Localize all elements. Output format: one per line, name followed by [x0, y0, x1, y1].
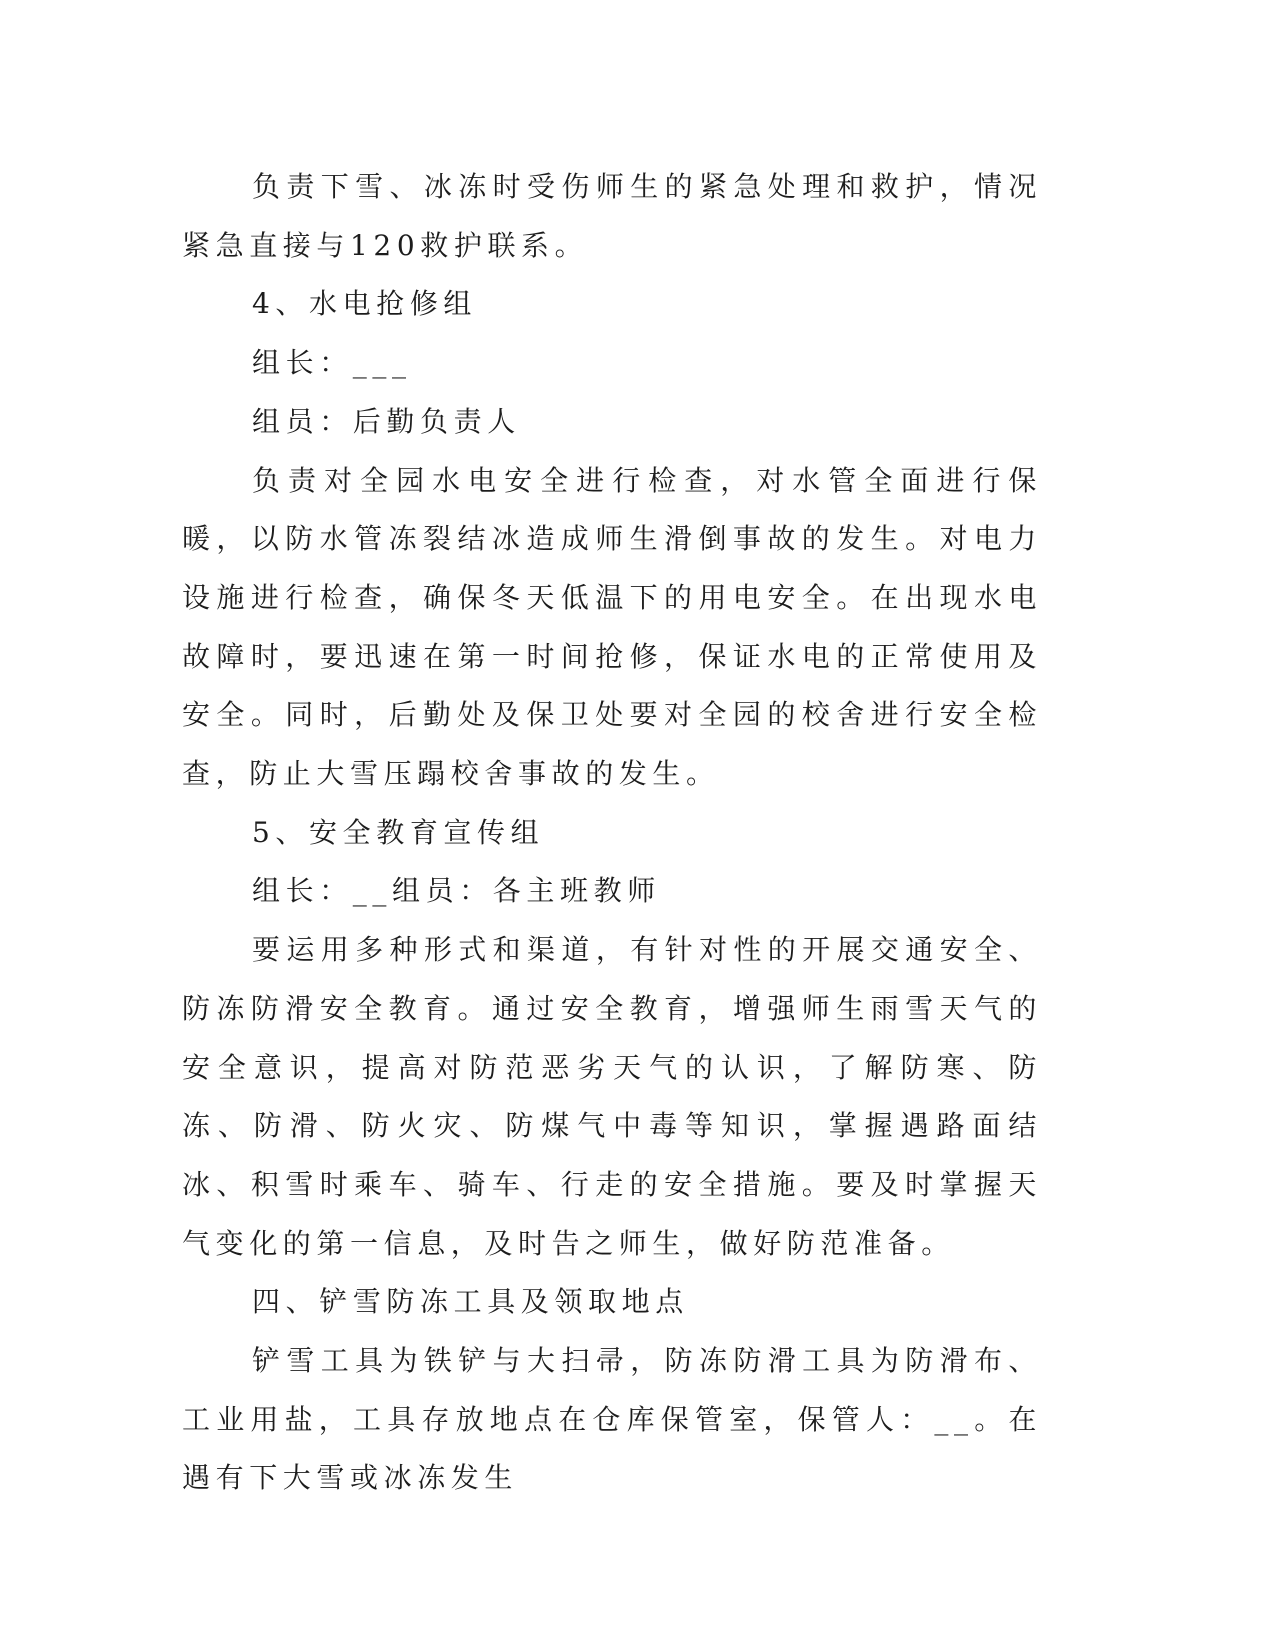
- document-body: [182, 158, 1042, 1508]
- paragraph-repair-duty: 负责对全园水电安全进行检查，对水管全面进行保暖，以防水管冻裂结冰造成师生滑倒事故的发生。对电力设施进行检查，确保冬天低温下的用电安全。在出现水电故障时，要迅速在第一时间抢修，保证水电的正常使用及安全。同时，后勤处及保卫处要对全园的校舍进行安全检查，防止大雪压蹋校舍事故的发生。: [182, 463, 1042, 791]
- heading-repair-group: 4、水电抢修组: [252, 287, 478, 321]
- paragraph-medical-duty: 负责下雪、冰冻时受伤师生的紧急处理和救护，情况紧急直接与120救护联系。: [182, 170, 1042, 262]
- paragraph-education-duty: 要运用多种形式和渠道，有针对性的开展交通安全、防冻防滑安全教育。通过安全教育，增强师生雨雪天气的安全意识，提高对防范恶劣天气的认识，了解防寒、防冻、防滑、防火灾、防煤气中毒等知识，掌握遇路面结冰、积雪时乘车、骑车、行走的安全措施。要及时掌握天气变化的第一信息，及时告之师生，做好防范准备。: [182, 933, 1042, 1260]
- repair-group-members: 组员：后勤负责人: [252, 404, 521, 438]
- paragraph-tools: 铲雪工具为铁铲与大扫帚，防冻防滑工具为防滑布、工业用盐，工具存放地点在仓库保管室，保管人：__。在遇有下大雪或冰冻发生: [182, 1344, 1042, 1495]
- heading-tools-section: 四、铲雪防冻工具及领取地点: [252, 1285, 689, 1319]
- repair-group-leader: 组长：___: [252, 346, 412, 380]
- heading-education-group: 5、安全教育宣传组: [252, 815, 545, 849]
- education-group-leader-members: 组长：__组员：各主班教师: [252, 874, 661, 908]
